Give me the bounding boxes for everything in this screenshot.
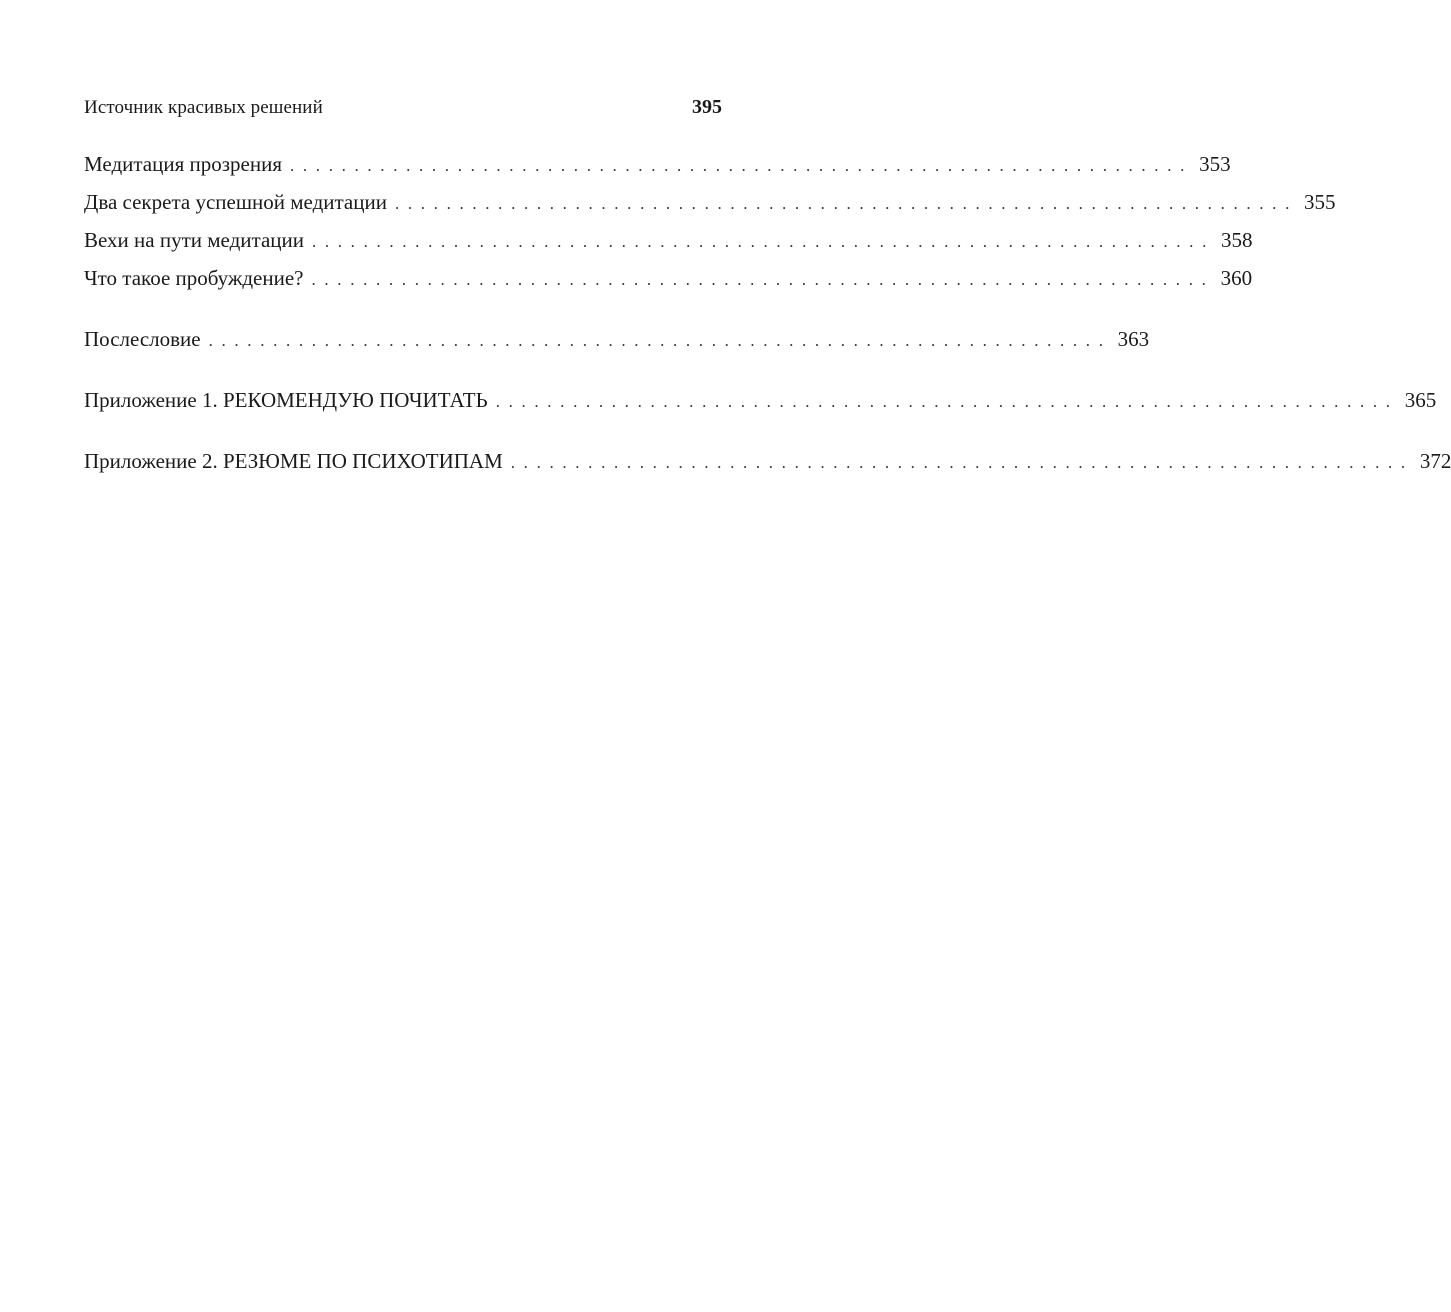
toc-entry-page: 365 [1404, 388, 1437, 412]
toc-leader-dots: . . . . . . . . . . . . . . . . . . . . . . . . . . . . . . . . . . . . . . . . . . . . . . . . . . . . . . . . . . . . . . . . . . . . . . [311, 232, 1209, 251]
toc-entry[interactable] [84, 188, 1336, 218]
toc-entry-page: 355 [1304, 190, 1336, 214]
toc-leader-dots: . . . . . . . . . . . . . . . . . . . . . . . . . . . . . . . . . . . . . . . . . . . . . . . . . . . . . . . . . . . . . . . . . . . . . . [208, 331, 1106, 350]
toc-entry-title: Приложение 1. РЕКОМЕНДУЮ ПОЧИТАТЬ [84, 388, 488, 412]
toc-entry-title: Медитация прозрения [84, 152, 282, 176]
toc-entry-page: 372 [1419, 449, 1451, 473]
toc-entry[interactable] [84, 226, 1253, 256]
toc-leader-dots: . . . . . . . . . . . . . . . . . . . . . . . . . . . . . . . . . . . . . . . . . . . . . . . . . . . . . . . . . . . . . . . . . . . . . . [510, 453, 1408, 472]
toc-entry[interactable] [84, 150, 1231, 180]
toc-entry-page: 360 [1220, 266, 1253, 290]
toc-leader-dots: . . . . . . . . . . . . . . . . . . . . . . . . . . . . . . . . . . . . . . . . . . . . . . . . . . . . . . . . . . . . . . . . . . . . . . [290, 156, 1187, 175]
toc-entry-page: 353 [1199, 152, 1231, 176]
page-header [84, 96, 722, 124]
toc-entry-title: Два секрета успешной медитации [84, 190, 387, 214]
toc-leader-dots: . . . . . . . . . . . . . . . . . . . . . . . . . . . . . . . . . . . . . . . . . . . . . . . . . . . . . . . . . . . . . . . . . . . . . . [394, 194, 1292, 213]
toc-entry[interactable] [84, 325, 1150, 355]
toc-leader-dots: . . . . . . . . . . . . . . . . . . . . . . . . . . . . . . . . . . . . . . . . . . . . . . . . . . . . . . . . . . . . . . . . . . . . . . [495, 392, 1393, 411]
toc-entry[interactable] [84, 386, 1437, 416]
toc-leader-dots: . . . . . . . . . . . . . . . . . . . . . . . . . . . . . . . . . . . . . . . . . . . . . . . . . . . . . . . . . . . . . . . . . . . . . . [311, 270, 1209, 289]
toc-entry-title: Приложение 2. РЕЗЮМЕ ПО ПСИХОТИПАМ [84, 449, 503, 473]
toc-entry[interactable] [84, 447, 1451, 477]
toc-entry-page: 363 [1117, 327, 1150, 351]
toc-entry-title: Послесловие [84, 327, 201, 351]
toc-entry-title: Вехи на пути медитации [84, 228, 304, 252]
toc-entry-page: 358 [1221, 228, 1253, 252]
running-title: Источник красивых решений [84, 97, 323, 118]
page-number: 395 [692, 96, 722, 118]
toc-entry-title: Что такое пробуждение? [84, 266, 304, 290]
toc-entry[interactable] [84, 264, 1253, 294]
